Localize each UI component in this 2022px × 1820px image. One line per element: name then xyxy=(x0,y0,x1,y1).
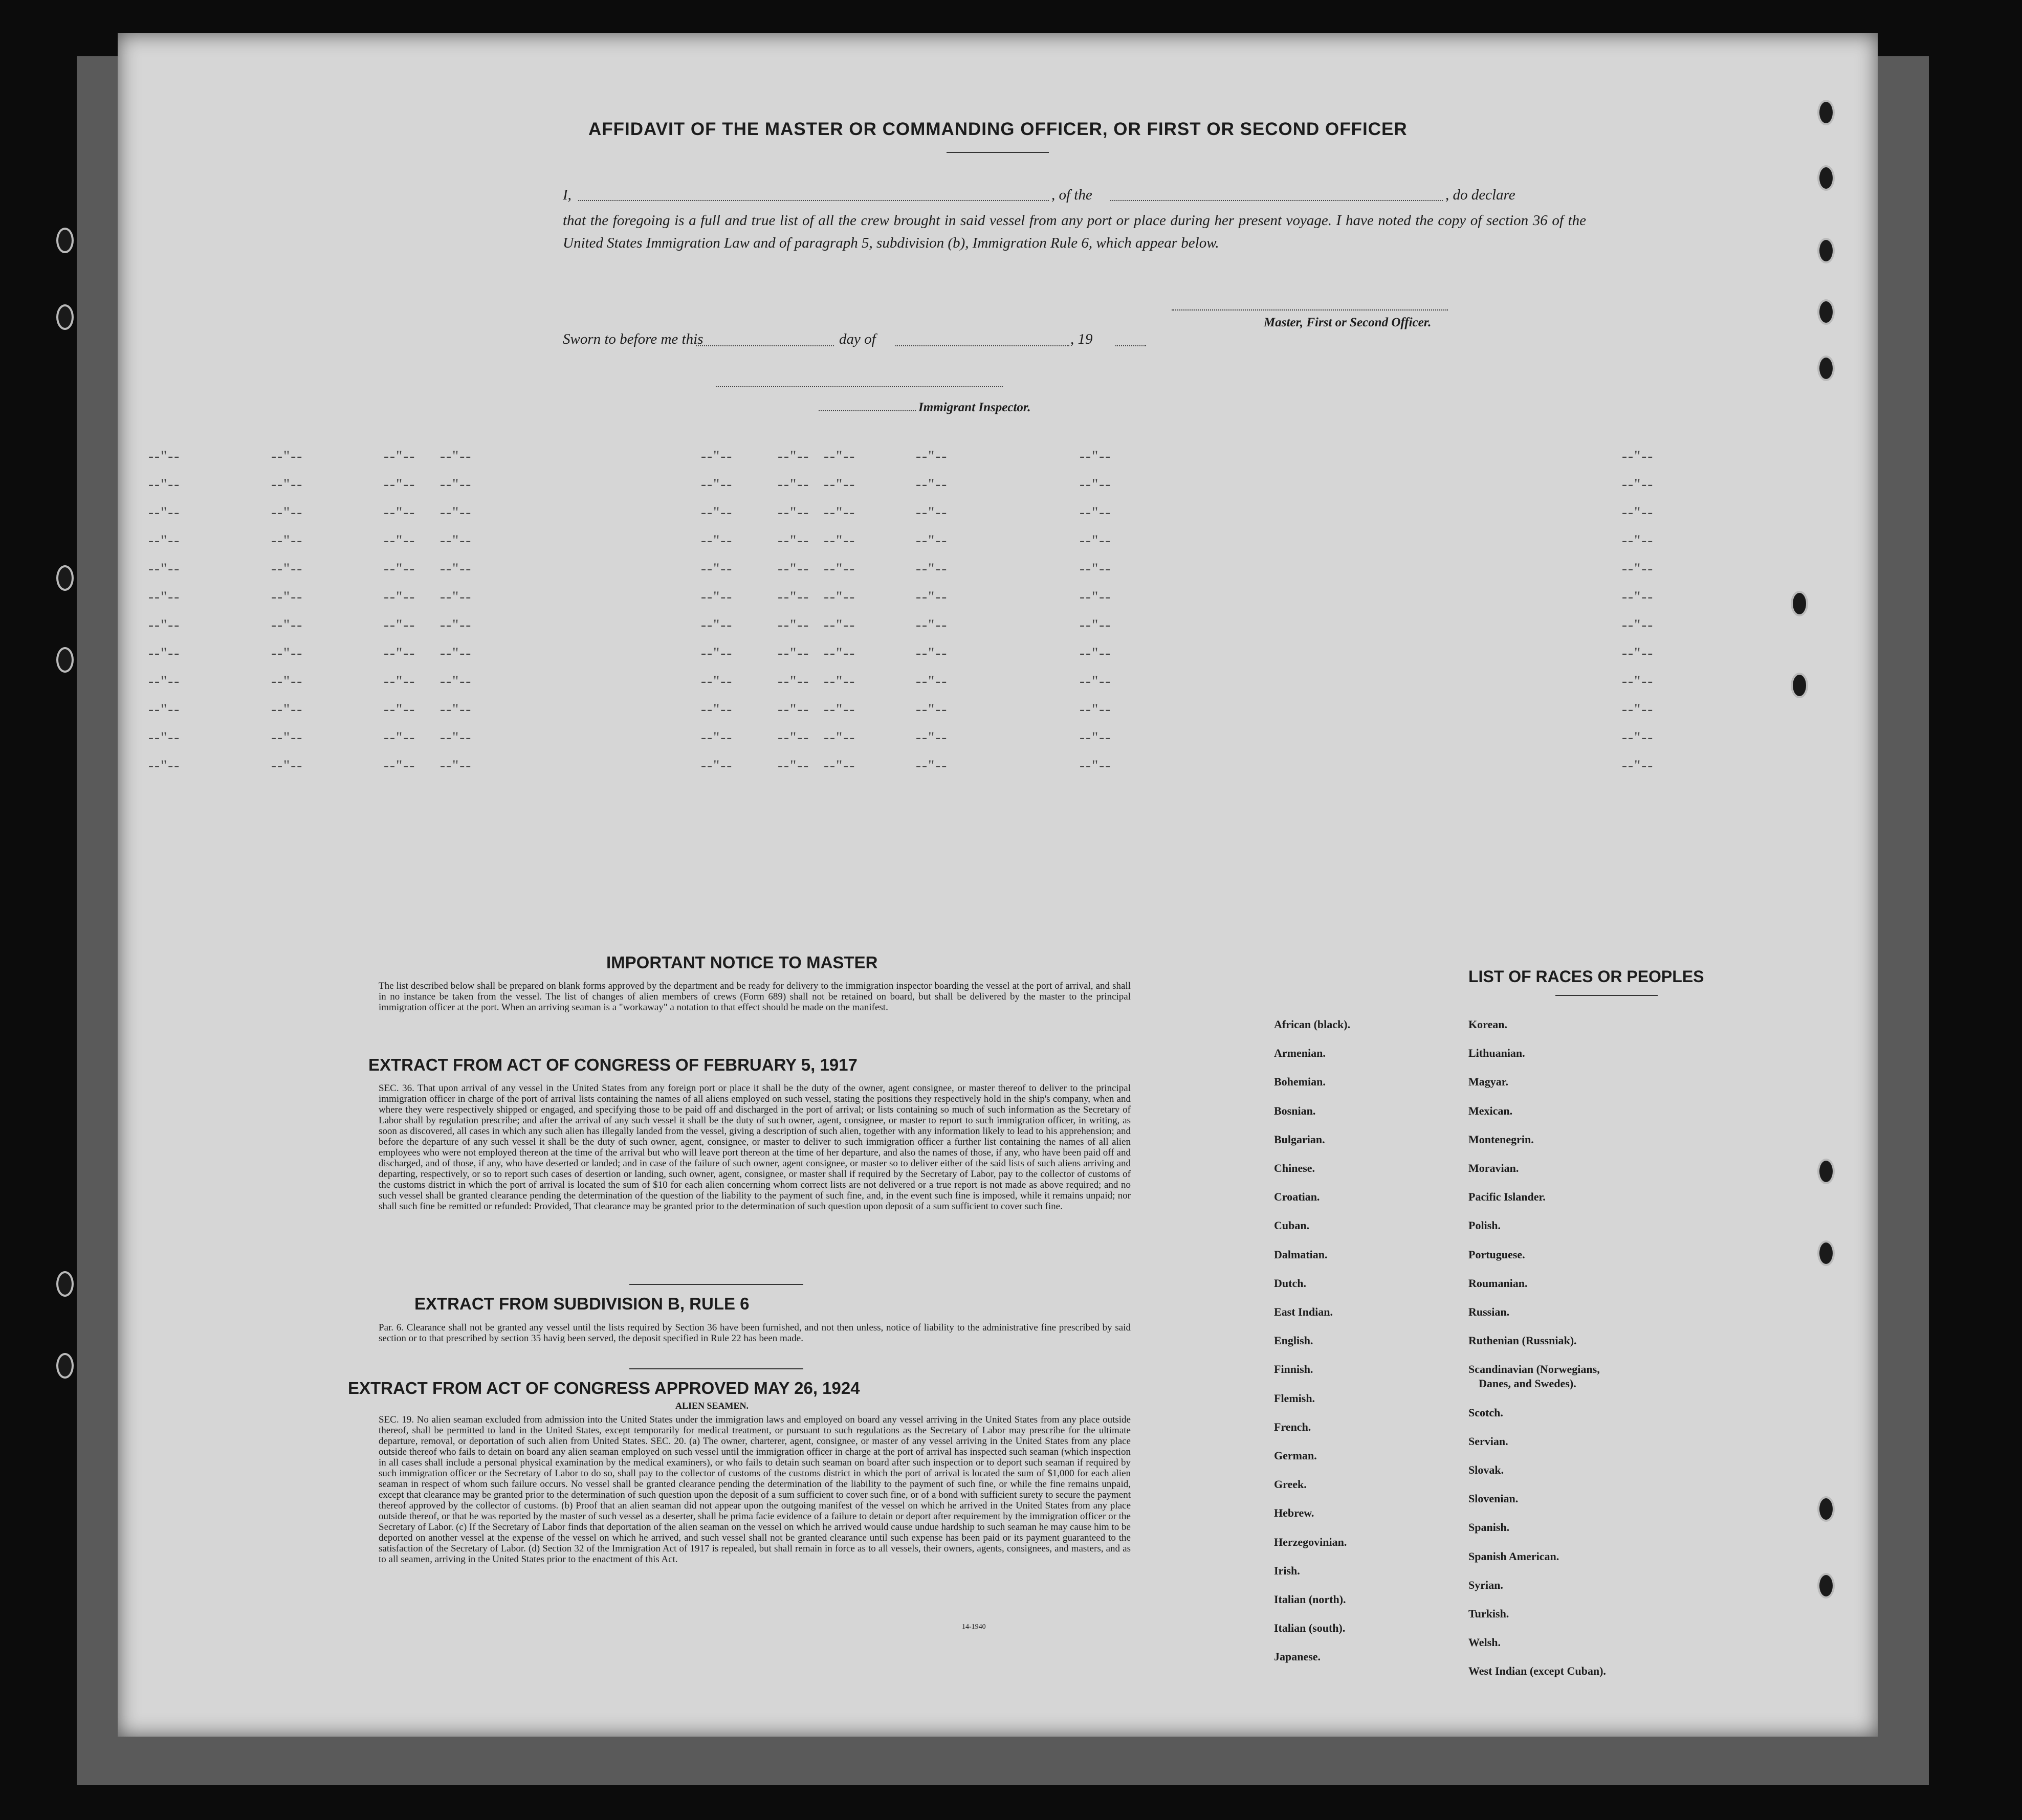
race-item: Mexican. xyxy=(1468,1104,1513,1117)
race-item: Roumanian. xyxy=(1468,1276,1528,1290)
race-item: Lithuanian. xyxy=(1468,1047,1525,1060)
ditto-mark: --"-- xyxy=(1622,757,1654,774)
ditto-mark: --"-- xyxy=(1622,729,1654,746)
binder-hole xyxy=(1817,356,1835,381)
ditto-mark: --"-- xyxy=(916,588,948,605)
ditto-mark: --"-- xyxy=(271,588,303,605)
race-item: French. xyxy=(1274,1420,1311,1433)
extract-1917-title: EXTRACT FROM ACT OF CONGRESS OF FEBRUARY 5, 1917 xyxy=(368,1055,858,1074)
affidavit-title: AFFIDAVIT OF THE MASTER OR COMMANDING OFFICER, OR FIRST OR SECOND OFFICER xyxy=(588,119,1408,139)
inspector-dots xyxy=(819,410,916,411)
ditto-mark: --"-- xyxy=(148,757,181,774)
ditto-mark: --"-- xyxy=(824,673,856,690)
ditto-mark: --"-- xyxy=(778,448,810,464)
sworn-month-line[interactable] xyxy=(895,345,1069,346)
race-item: Danes, and Swedes). xyxy=(1479,1377,1576,1390)
ditto-mark: --"-- xyxy=(440,448,472,464)
ditto-mark: --"-- xyxy=(1080,729,1112,746)
affidavit-declare-label: , do declare xyxy=(1445,187,1515,203)
ditto-mark: --"-- xyxy=(824,616,856,633)
ditto-mark: --"-- xyxy=(778,588,810,605)
ditto-mark: --"-- xyxy=(1080,588,1112,605)
race-item: Finnish. xyxy=(1274,1363,1313,1376)
ditto-mark: --"-- xyxy=(778,532,810,549)
binder-hole xyxy=(1817,1159,1835,1184)
binder-hole xyxy=(56,647,74,673)
extract-1924-text: SEC. 19. No alien seaman excluded from admission into the United States under the immigration laws and employed on board any vessel arriving in the United States from any place outside thereof, shall be permitted to land in the United States, except temporarily for medical treatment, or pursuant to such regulations as the Secretary of Labor may prescribe for the ultimate departure, removal, or deportation of such alien from United States. SEC. 20. (a) The owner, charterer, agent, consignee, or master of any vessel arriving in the United States from any place outside thereof who fails to detain on board any alien seaman employed on such vessel until the immigration officer in charge at the port of arrival has inspected such seaman (which inspection in all cases shall include a personal physical examination by the medical examiners), or who fails to detain such seaman on board after such inspection or to deport such seaman if required by such immigration officer or the Secretary of Labor to do so, shall pay to the collector of customs of the customs district in which the port of arrival is located the sum of $1,000 for each alien seaman in respect of whom such failure occurs. No vessel shall be granted clearance pending the determination of the liability to the payment of such fine, or while the fine remains unpaid, except that clearance may be granted prior to the determination of such question upon the deposit of a sum sufficient to cover such fine, or of a bond with sufficient surety to secure the payment thereof approved by the collector of customs. (b) Proof that an alien seaman did not appear upon the outgoing manifest of the vessel on which he arrived in the United States from any place outside thereof, or that he was reported by the master of such vessel as a deserter, shall be prima facie evidence of a failure to detain or deport after requirement by the immigration officer or the Secretary of Labor. (c) If the Secretary of Labor finds that deportation of the alien seaman on the vessel on which he arrived would cause undue hardship to such seaman he may cause him to be deported on another vessel at the expense of the vessel on which he arrived, and such vessel shall not be granted clearance until such expense has been paid or its payment guaranteed to the satisfaction of the Secretary of Labor. (d) Section 32 of the Immigration Act of 1917 is repealed, but shall remain in force as to all vessels, their owners, agents, consignees, and masters, and as to all seamen, arriving in the United States prior to the enactment of this Act. xyxy=(379,1414,1131,1565)
form-number: 14-1940 xyxy=(962,1623,986,1631)
race-item: Cuban. xyxy=(1274,1219,1310,1232)
affidavit-of-label: , of the xyxy=(1051,187,1092,203)
ditto-mark: --"-- xyxy=(271,532,303,549)
ditto-mark: --"-- xyxy=(824,645,856,661)
race-item: Greek. xyxy=(1274,1478,1307,1491)
ditto-mark: --"-- xyxy=(271,673,303,690)
ditto-mark: --"-- xyxy=(824,504,856,521)
binder-hole xyxy=(1817,1496,1835,1522)
ditto-mark: --"-- xyxy=(778,729,810,746)
notice-title: IMPORTANT NOTICE TO MASTER xyxy=(606,953,878,972)
race-item: Polish. xyxy=(1468,1219,1501,1232)
ditto-mark: --"-- xyxy=(916,729,948,746)
race-item: Turkish. xyxy=(1468,1607,1509,1620)
ditto-mark: --"-- xyxy=(778,560,810,577)
race-item: Pacific Islander. xyxy=(1468,1190,1546,1204)
vessel-field-line[interactable] xyxy=(1110,200,1443,201)
ditto-mark: --"-- xyxy=(148,532,181,549)
ditto-mark: --"-- xyxy=(916,701,948,718)
sworn-prefix: Sworn to before me this xyxy=(563,331,704,347)
ditto-mark: --"-- xyxy=(1080,673,1112,690)
ditto-mark: --"-- xyxy=(440,504,472,521)
ditto-mark: --"-- xyxy=(271,645,303,661)
race-item: Croatian. xyxy=(1274,1190,1320,1204)
race-item: Portuguese. xyxy=(1468,1248,1525,1261)
ditto-mark: --"-- xyxy=(701,616,733,633)
ditto-mark: --"-- xyxy=(1080,504,1112,521)
sworn-year-label: , 19 xyxy=(1070,331,1093,347)
race-item: West Indian (except Cuban). xyxy=(1468,1664,1606,1678)
ditto-mark: --"-- xyxy=(440,701,472,718)
race-item: Italian (north). xyxy=(1274,1593,1346,1606)
ditto-mark: --"-- xyxy=(916,532,948,549)
race-item: Bosnian. xyxy=(1274,1104,1316,1117)
ditto-mark: --"-- xyxy=(1080,560,1112,577)
race-item: Spanish. xyxy=(1468,1521,1510,1534)
document-page xyxy=(118,33,1878,1737)
ditto-mark: --"-- xyxy=(1622,560,1654,577)
race-item: Herzegovinian. xyxy=(1274,1535,1347,1548)
ditto-mark: --"-- xyxy=(916,645,948,661)
binder-hole xyxy=(1817,238,1835,263)
ditto-mark: --"-- xyxy=(384,729,416,746)
binder-hole xyxy=(1817,100,1835,125)
ditto-mark: --"-- xyxy=(271,757,303,774)
race-item: Spanish American. xyxy=(1468,1549,1559,1563)
ditto-mark: --"-- xyxy=(384,616,416,633)
ditto-mark: --"-- xyxy=(701,504,733,521)
ditto-mark: --"-- xyxy=(1622,616,1654,633)
ditto-mark: --"-- xyxy=(916,560,948,577)
ditto-mark: --"-- xyxy=(148,560,181,577)
race-item: Servian. xyxy=(1468,1434,1508,1448)
ditto-mark: --"-- xyxy=(916,448,948,464)
ditto-mark: --"-- xyxy=(701,476,733,493)
race-item: Hebrew. xyxy=(1274,1506,1314,1520)
ditto-mark: --"-- xyxy=(384,532,416,549)
binder-hole xyxy=(56,1271,74,1297)
officer-label: Master, First or Second Officer. xyxy=(1264,316,1432,329)
ditto-mark: --"-- xyxy=(778,476,810,493)
ditto-mark: --"-- xyxy=(440,476,472,493)
binder-hole xyxy=(1817,165,1835,191)
ditto-mark: --"-- xyxy=(1080,701,1112,718)
ditto-mark: --"-- xyxy=(148,476,181,493)
ditto-mark: --"-- xyxy=(148,729,181,746)
extract-divider xyxy=(629,1284,803,1285)
ditto-mark: --"-- xyxy=(778,616,810,633)
ditto-mark: --"-- xyxy=(778,673,810,690)
ditto-mark: --"-- xyxy=(916,504,948,521)
race-item: Bulgarian. xyxy=(1274,1133,1325,1146)
ditto-mark: --"-- xyxy=(440,757,472,774)
race-item: Armenian. xyxy=(1274,1047,1326,1060)
ditto-mark: --"-- xyxy=(148,645,181,661)
race-item: Slovak. xyxy=(1468,1463,1504,1476)
ditto-mark: --"-- xyxy=(1622,504,1654,521)
notice-text: The list described below shall be prepared on blank forms approved by the department and be ready for delivery to the immigration inspector boarding the vessel at the port of arrival, and shall in no instance be taken from the vessel. The list of changes of alien members of crews (Form 689) shall not be retained on board, but shall be delivered by the master to the principal immigration officer at the port. When an arriving seaman is a "workaway" a notation to that effect should be made on the manifest. xyxy=(379,981,1131,1013)
inspector-label: Immigrant Inspector. xyxy=(918,401,1031,414)
officer-signature-line[interactable] xyxy=(1172,309,1448,310)
ditto-mark: --"-- xyxy=(701,645,733,661)
inspector-signature-line[interactable] xyxy=(716,386,1003,387)
binder-hole xyxy=(1791,591,1808,616)
ditto-mark: --"-- xyxy=(384,645,416,661)
extract-1924-subtitle: ALIEN SEAMEN. xyxy=(675,1401,749,1411)
extract-divider xyxy=(629,1368,803,1369)
ditto-mark: --"-- xyxy=(1080,616,1112,633)
race-item: Syrian. xyxy=(1468,1578,1503,1591)
ditto-mark: --"-- xyxy=(384,701,416,718)
ditto-mark: --"-- xyxy=(701,757,733,774)
race-item: Moravian. xyxy=(1468,1162,1519,1174)
ditto-mark: --"-- xyxy=(384,588,416,605)
ditto-mark: --"-- xyxy=(440,729,472,746)
ditto-mark: --"-- xyxy=(1622,588,1654,605)
ditto-mark: --"-- xyxy=(916,757,948,774)
binder-hole xyxy=(56,565,74,591)
races-title: LIST OF RACES OR PEOPLES xyxy=(1468,967,1704,986)
ditto-mark: --"-- xyxy=(148,448,181,464)
ditto-mark: --"-- xyxy=(440,616,472,633)
race-item: Chinese. xyxy=(1274,1162,1315,1174)
sworn-year-line[interactable] xyxy=(1115,345,1146,346)
ditto-mark: --"-- xyxy=(1080,532,1112,549)
ditto-mark: --"-- xyxy=(1080,476,1112,493)
ditto-mark: --"-- xyxy=(824,729,856,746)
extract-rule6-text: Par. 6. Clearance shall not be granted any vessel until the lists required by Section 36 have been furnished, and not then unless, notice of liability to the administrative fine prescribed by said section or to that prescribed by section 35 havig been served, the deposit specified in Rule 22 has been made. xyxy=(379,1322,1131,1344)
ditto-mark: --"-- xyxy=(1080,645,1112,661)
ditto-mark: --"-- xyxy=(824,532,856,549)
sworn-day-line[interactable] xyxy=(696,345,834,346)
ditto-mark: --"-- xyxy=(701,729,733,746)
ditto-mark: --"-- xyxy=(384,757,416,774)
ditto-mark: --"-- xyxy=(1622,645,1654,661)
race-item: Dutch. xyxy=(1274,1276,1306,1290)
sworn-day-label: day of xyxy=(839,331,876,347)
race-item: Korean. xyxy=(1468,1018,1507,1031)
ditto-mark: --"-- xyxy=(701,560,733,577)
affidavit-body: that the foregoing is a full and true list of all the crew brought in said vessel from any port or place during her present voyage. I have noted the copy of section 36 of the United States Immigration Law and of paragraph 5, subdivision (b), Immigration Rule 6, which appear below. xyxy=(563,212,1586,251)
ditto-mark: --"-- xyxy=(701,532,733,549)
ditto-mark: --"-- xyxy=(824,560,856,577)
race-item: Bohemian. xyxy=(1274,1075,1326,1089)
ditto-mark: --"-- xyxy=(271,476,303,493)
ditto-mark: --"-- xyxy=(440,532,472,549)
ditto-mark: --"-- xyxy=(384,673,416,690)
race-item: Ruthenian (Russniak). xyxy=(1468,1334,1577,1347)
ditto-mark: --"-- xyxy=(1622,476,1654,493)
race-item: Magyar. xyxy=(1468,1075,1509,1089)
binder-hole xyxy=(56,1353,74,1379)
race-item: German. xyxy=(1274,1449,1317,1462)
ditto-mark: --"-- xyxy=(824,757,856,774)
extract-1917-text: SEC. 36. That upon arrival of any vessel in the United States from any foreign port or place it shall be the duty of the owner, agent consignee, or master thereof to deliver to the principal immigration officer in charge of the port of arrival lists containing the names of all aliens employed on such vessel, stating the positions they respectively hold in the ship's company, when and where they were respectively shipped or engaged, and specifying those to be paid off and discharged in the port of arrival; or lists containing so much of such information as the Secretary of Labor shall by regulation prescribe; and after the arrival of any such vessel it shall be the duty of such owner, agent, consignee, or master to report to such immigration officer, in writing, as soon as discovered, all cases in which any such alien has illegally landed from the vessel, giving a description of such alien, together with any information likely to lead to his apprehension; and before the departure of any such vessel it shall be the duty of such owner, agent, consignee, or master to deliver to such immigration officer a further list containing the names of all alien employees who were not employed thereon at the time of the arrival but who will leave port thereon at the time of her departure, and also the names of those, if any, who have been paid off and discharged, and of those, if any, who have deserted or landed; and in case of the failure of such owner, agent consignee, or master so to deliver either of the said lists of such aliens arriving and departing, respectively, or so to report such cases of desertion or landing, such owner, agent, consignee, or master shall if required by the Secretary of Labor, pay to the collector of customs of the customs district in which the port of arrival is located the sum of $10 for each alien concerning whom correct lists are not delivered or a true report is not made as above required; and no such vessel shall be granted clearance pending the determination of the question of the liability to the payment of such fine, and, in the event such fine is imposed, while it remains unpaid; nor shall such fine be remitted or refunded: Provided, That clearance may be granted prior to the determination of such question upon deposit of a sum sufficient to cover such fine. xyxy=(379,1083,1131,1212)
ditto-mark: --"-- xyxy=(271,729,303,746)
binder-hole xyxy=(1791,673,1808,698)
ditto-mark: --"-- xyxy=(271,560,303,577)
ditto-mark: --"-- xyxy=(916,476,948,493)
ditto-mark: --"-- xyxy=(824,476,856,493)
ditto-mark: --"-- xyxy=(778,701,810,718)
ditto-mark: --"-- xyxy=(701,588,733,605)
ditto-mark: --"-- xyxy=(384,476,416,493)
ditto-mark: --"-- xyxy=(1622,532,1654,549)
races-title-underline xyxy=(1555,995,1658,996)
race-item: Flemish. xyxy=(1274,1391,1315,1405)
ditto-mark: --"-- xyxy=(916,616,948,633)
binder-hole xyxy=(56,228,74,253)
binder-hole xyxy=(1817,1573,1835,1599)
race-item: English. xyxy=(1274,1334,1313,1347)
ditto-mark: --"-- xyxy=(148,616,181,633)
race-item: Russian. xyxy=(1468,1305,1510,1318)
race-item: Slovenian. xyxy=(1468,1492,1519,1505)
ditto-mark: --"-- xyxy=(916,673,948,690)
ditto-mark: --"-- xyxy=(701,701,733,718)
ditto-mark: --"-- xyxy=(778,645,810,661)
ditto-mark: --"-- xyxy=(1622,448,1654,464)
title-underline xyxy=(947,152,1049,153)
race-item: Japanese. xyxy=(1274,1650,1321,1663)
race-item: Dalmatian. xyxy=(1274,1248,1328,1261)
race-item: Scotch. xyxy=(1468,1406,1503,1419)
name-field-line[interactable] xyxy=(578,200,1049,201)
race-item: Scandinavian (Norwegians, xyxy=(1468,1363,1600,1376)
binder-hole xyxy=(1817,1240,1835,1266)
race-item: Italian (south). xyxy=(1274,1622,1346,1635)
ditto-mark: --"-- xyxy=(271,448,303,464)
ditto-mark: --"-- xyxy=(778,757,810,774)
ditto-mark: --"-- xyxy=(271,701,303,718)
ditto-mark: --"-- xyxy=(384,448,416,464)
ditto-mark: --"-- xyxy=(701,448,733,464)
extract-1924-title: EXTRACT FROM ACT OF CONGRESS APPROVED MAY 26, 1924 xyxy=(348,1379,860,1397)
race-item: Irish. xyxy=(1274,1564,1300,1577)
ditto-mark: --"-- xyxy=(148,673,181,690)
race-item: African (black). xyxy=(1274,1018,1351,1031)
binder-hole xyxy=(1817,299,1835,325)
ditto-mark: --"-- xyxy=(1080,448,1112,464)
ditto-mark: --"-- xyxy=(824,701,856,718)
ditto-mark: --"-- xyxy=(824,588,856,605)
extract-rule6-title: EXTRACT FROM SUBDIVISION B, RULE 6 xyxy=(414,1294,750,1313)
ditto-mark: --"-- xyxy=(148,701,181,718)
ditto-mark: --"-- xyxy=(384,560,416,577)
ditto-mark: --"-- xyxy=(271,504,303,521)
ditto-mark: --"-- xyxy=(148,588,181,605)
race-item: East Indian. xyxy=(1274,1305,1333,1318)
ditto-mark: --"-- xyxy=(440,560,472,577)
ditto-mark: --"-- xyxy=(1622,673,1654,690)
ditto-mark: --"-- xyxy=(148,504,181,521)
ditto-mark: --"-- xyxy=(1080,757,1112,774)
ditto-mark: --"-- xyxy=(1622,701,1654,718)
binder-hole xyxy=(56,304,74,330)
ditto-mark: --"-- xyxy=(440,673,472,690)
ditto-mark: --"-- xyxy=(778,504,810,521)
ditto-mark: --"-- xyxy=(271,616,303,633)
race-item: Welsh. xyxy=(1468,1636,1501,1649)
race-item: Montenegrin. xyxy=(1468,1133,1534,1146)
affidavit-i-label: I, xyxy=(563,187,572,203)
ditto-mark: --"-- xyxy=(701,673,733,690)
ditto-mark: --"-- xyxy=(440,588,472,605)
ditto-mark: --"-- xyxy=(384,504,416,521)
ditto-mark: --"-- xyxy=(824,448,856,464)
ditto-mark: --"-- xyxy=(440,645,472,661)
